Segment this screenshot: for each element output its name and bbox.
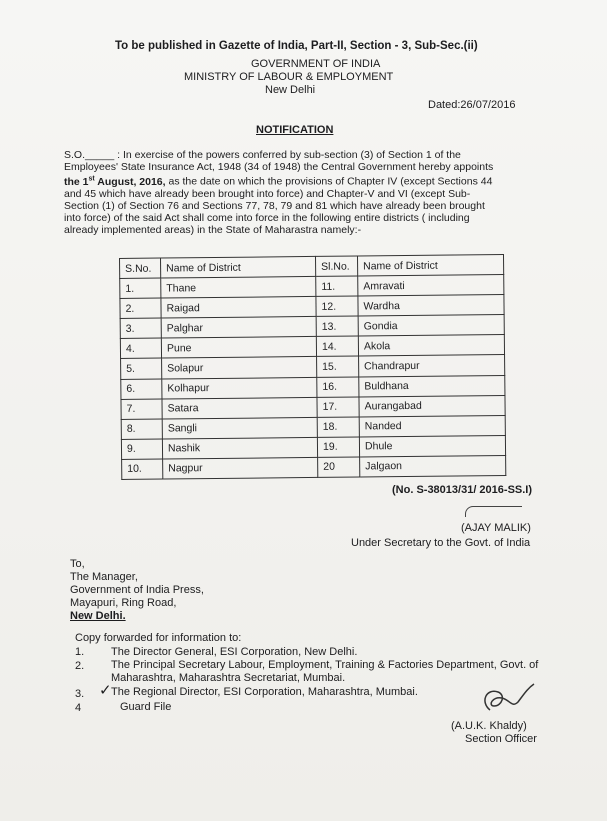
cell-sno: 2. xyxy=(120,298,161,319)
government-heading: GOVERNMENT OF INDIA xyxy=(251,58,381,70)
officer-designation: Section Officer xyxy=(465,733,537,745)
cell-district: Nagpur xyxy=(163,457,318,479)
cell-slno: 17. xyxy=(317,397,359,418)
cell-district: Amravati xyxy=(358,275,504,297)
cell-district: Kolhapur xyxy=(162,377,317,399)
notification-paragraph xyxy=(64,149,544,236)
address-line: The Manager, xyxy=(70,571,138,583)
date-line: Dated:26/07/2016 xyxy=(428,99,516,111)
cell-sno: 4. xyxy=(120,338,161,359)
copy-item-number: 1. xyxy=(75,646,85,658)
address-line: Mayapuri, Ring Road, xyxy=(70,597,177,609)
cell-sno: 1. xyxy=(120,278,161,299)
cell-district: Satara xyxy=(162,397,317,419)
cell-slno: 19. xyxy=(317,437,359,458)
gazette-heading: To be published in Gazette of India, Part-II, Section - 3, Sub-Sec.(ii) xyxy=(115,40,478,52)
cell-sno: 8. xyxy=(121,419,162,440)
cell-district: Palghar xyxy=(161,317,316,339)
cell-district: Dhule xyxy=(359,435,505,457)
cell-sno: 7. xyxy=(121,399,162,420)
signatory-name: (AJAY MALIK) xyxy=(461,522,531,534)
checkmark-icon: ✓ xyxy=(99,682,112,699)
cell-district: Pune xyxy=(161,337,316,359)
copy-item-text: The Principal Secretary Labour, Employment, Training & Factories Department, Govt. of xyxy=(111,659,539,671)
cell-district: Sangli xyxy=(162,417,317,439)
cell-slno: 18. xyxy=(317,417,359,438)
cell-slno: 16. xyxy=(317,377,359,398)
paragraph-line: Section (1) of Section 76 and Sections 77, 78, 79 and 81 which have already been brought xyxy=(64,199,485,212)
reference-number: (No. S-38013/31/ 2016-SS.I) xyxy=(392,484,533,496)
cell-district: Raigad xyxy=(161,297,316,319)
cell-sno: 10. xyxy=(122,459,163,480)
address-city: New Delhi. xyxy=(70,610,126,622)
copy-item-text: Guard File xyxy=(120,701,172,713)
cell-district: Solapur xyxy=(162,357,317,379)
cell-slno: 13. xyxy=(316,316,358,337)
district-table xyxy=(119,254,506,480)
cell-district: Aurangabad xyxy=(359,395,505,417)
copy-item-number: 2. xyxy=(75,660,85,672)
copy-heading: Copy forwarded for information to: xyxy=(75,632,242,644)
paragraph-line: S.O._____ : In exercise of the powers conferred by sub-section (3) of Section 1 of the xyxy=(64,149,461,161)
cell-district: Nanded xyxy=(359,415,505,437)
copy-item-number: 4 xyxy=(75,702,82,714)
cell-sno: 6. xyxy=(121,379,162,400)
paragraph-line: into force) of the said Act shall come into force in the following entire districts ( including xyxy=(64,211,470,224)
cell-district: Wardha xyxy=(358,295,504,317)
signature-initials-icon xyxy=(476,682,546,716)
cell-slno: 12. xyxy=(316,296,358,317)
cell-district: Buldhana xyxy=(359,375,505,397)
cell-slno: 14. xyxy=(316,336,358,357)
notification-title: NOTIFICATION xyxy=(256,124,334,136)
signature-mark xyxy=(465,506,522,517)
cell-district: Chandrapur xyxy=(359,355,505,377)
cell-slno: 11. xyxy=(316,276,358,297)
officer-name: (A.U.K. Khaldy) xyxy=(451,720,527,732)
header-district: Name of District xyxy=(357,254,503,276)
copy-item-text: Maharashtra, Maharashtra Secretariat, Mumbai. xyxy=(111,672,346,684)
cell-sno: 5. xyxy=(121,359,162,380)
paragraph-line: and 45 which have already been brought into force) and Chapter-V and VI (except Sub- xyxy=(64,187,471,200)
copy-item-text: The Regional Director, ESI Corporation, Maharashtra, Mumbai. xyxy=(111,686,418,698)
cell-district: Gondia xyxy=(358,315,504,337)
cell-district: Akola xyxy=(358,335,504,357)
copy-item-number: 3. xyxy=(75,688,85,700)
paragraph-line: already implemented areas) in the State of Maharastra namely:- xyxy=(64,223,362,236)
copy-item-text: The Director General, ESI Corporation, New Delhi. xyxy=(111,646,358,658)
city-heading: New Delhi xyxy=(265,84,316,96)
cell-slno: 20 xyxy=(318,457,360,478)
cell-sno: 9. xyxy=(121,439,162,460)
table-row xyxy=(122,455,506,479)
cell-district: Nashik xyxy=(162,437,317,459)
ministry-heading: MINISTRY OF LABOUR & EMPLOYMENT xyxy=(184,71,394,83)
cell-sno: 3. xyxy=(120,318,161,339)
address-to: To, xyxy=(70,558,85,570)
paragraph-line: Employees' State Insurance Act, 1948 (34 of 1948) the Central Government hereby appoints xyxy=(64,161,494,173)
header-slno: Sl.No. xyxy=(315,256,357,277)
signatory-designation: Under Secretary to the Govt. of India xyxy=(351,537,531,549)
cell-slno: 15. xyxy=(317,356,359,377)
header-district: Name of District xyxy=(161,256,316,278)
paragraph-line: the 1st August, 2016, as the date on which the provisions of Chapter IV (except Sections 44 xyxy=(64,175,493,188)
header-sno: S.No. xyxy=(120,258,161,279)
cell-district: Jalgaon xyxy=(360,455,506,477)
address-line: Government of India Press, xyxy=(70,584,204,596)
cell-district: Thane xyxy=(161,277,316,299)
